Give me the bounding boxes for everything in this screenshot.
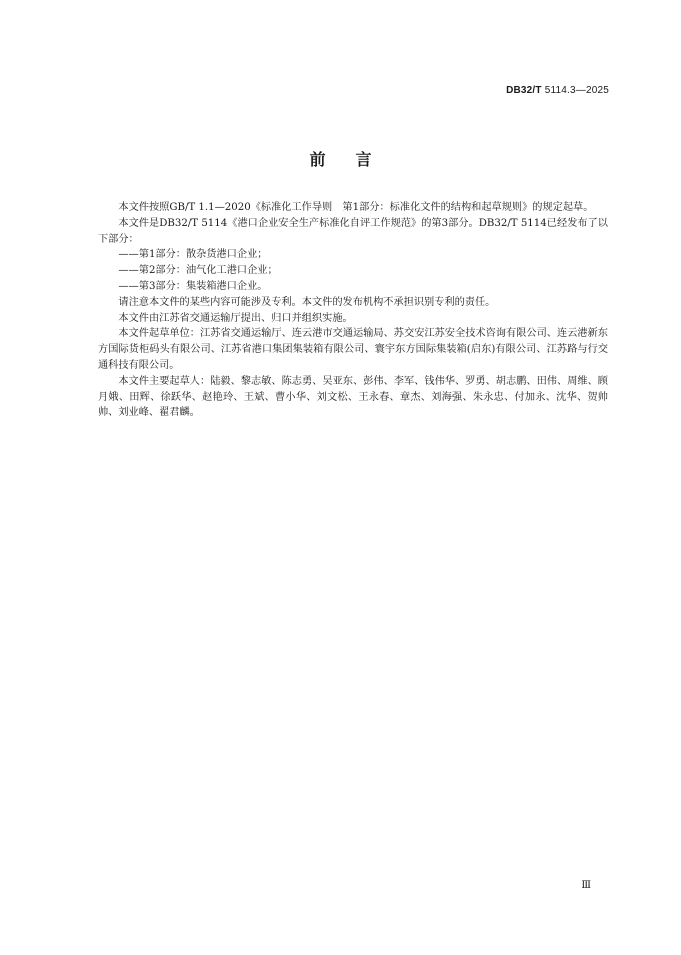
paragraph-drafting-units: 本文件起草单位：江苏省交通运输厅、连云港市交通运输局、苏交安江苏安全技术咨询有限公司、连云港新东方国际货柜码头有限公司、江苏省港口集团集装箱有限公司、寰宇东方国际集装箱(启东)有限公司、江苏路与行交通科技有限公司。 — [98, 328, 608, 371]
page-title — [0, 147, 681, 170]
standard-code-prefix: DB32/T — [506, 85, 542, 96]
paragraph-series-intro: 本文件是DB32/T 5114《港口企业安全生产标准化自评工作规范》的第3部分。DB32/T 5114已经发布了以下部分： — [98, 217, 608, 245]
page-title-char-1: 前 — [309, 150, 326, 169]
paragraph-proposer: 本文件由江苏省交通运输厅提出、归口并组织实施。 — [118, 312, 353, 324]
foreword-body — [98, 200, 608, 421]
page-number: Ⅲ — [581, 880, 591, 891]
paragraph-drafting-rules: 本文件按照GB/T 1.1—2020《标准化工作导则 第1部分：标准化文件的结构和起草规则》的规定起草。 — [118, 202, 594, 213]
paragraph-drafters: 本文件主要起草人：陆毅、黎志敏、陈志勇、吴亚东、彭伟、李军、钱伟华、罗勇、胡志鹏、田伟、周维、顾月娥、田辉、徐跃华、赵艳玲、王斌、曹小华、刘文松、王永春、章杰、刘海强、朱永忠、付加永、沈华、贺帅帅、刘业峰、翟君麟。 — [98, 375, 608, 419]
list-item-part-3: ——第3部分：集装箱港口企业。 — [118, 280, 268, 292]
list-item-part-1: ——第1部分：散杂货港口企业； — [118, 249, 268, 261]
list-item-part-2: ——第2部分：油气化工港口企业； — [118, 265, 278, 277]
page-title-char-2: 言 — [355, 150, 372, 169]
paragraph-patent-notice: 请注意本文件的某些内容可能涉及专利。本文件的发布机构不承担识别专利的责任。 — [118, 296, 496, 308]
standard-code-number: 5114.3—2025 — [541, 85, 609, 96]
standard-code — [506, 85, 609, 96]
